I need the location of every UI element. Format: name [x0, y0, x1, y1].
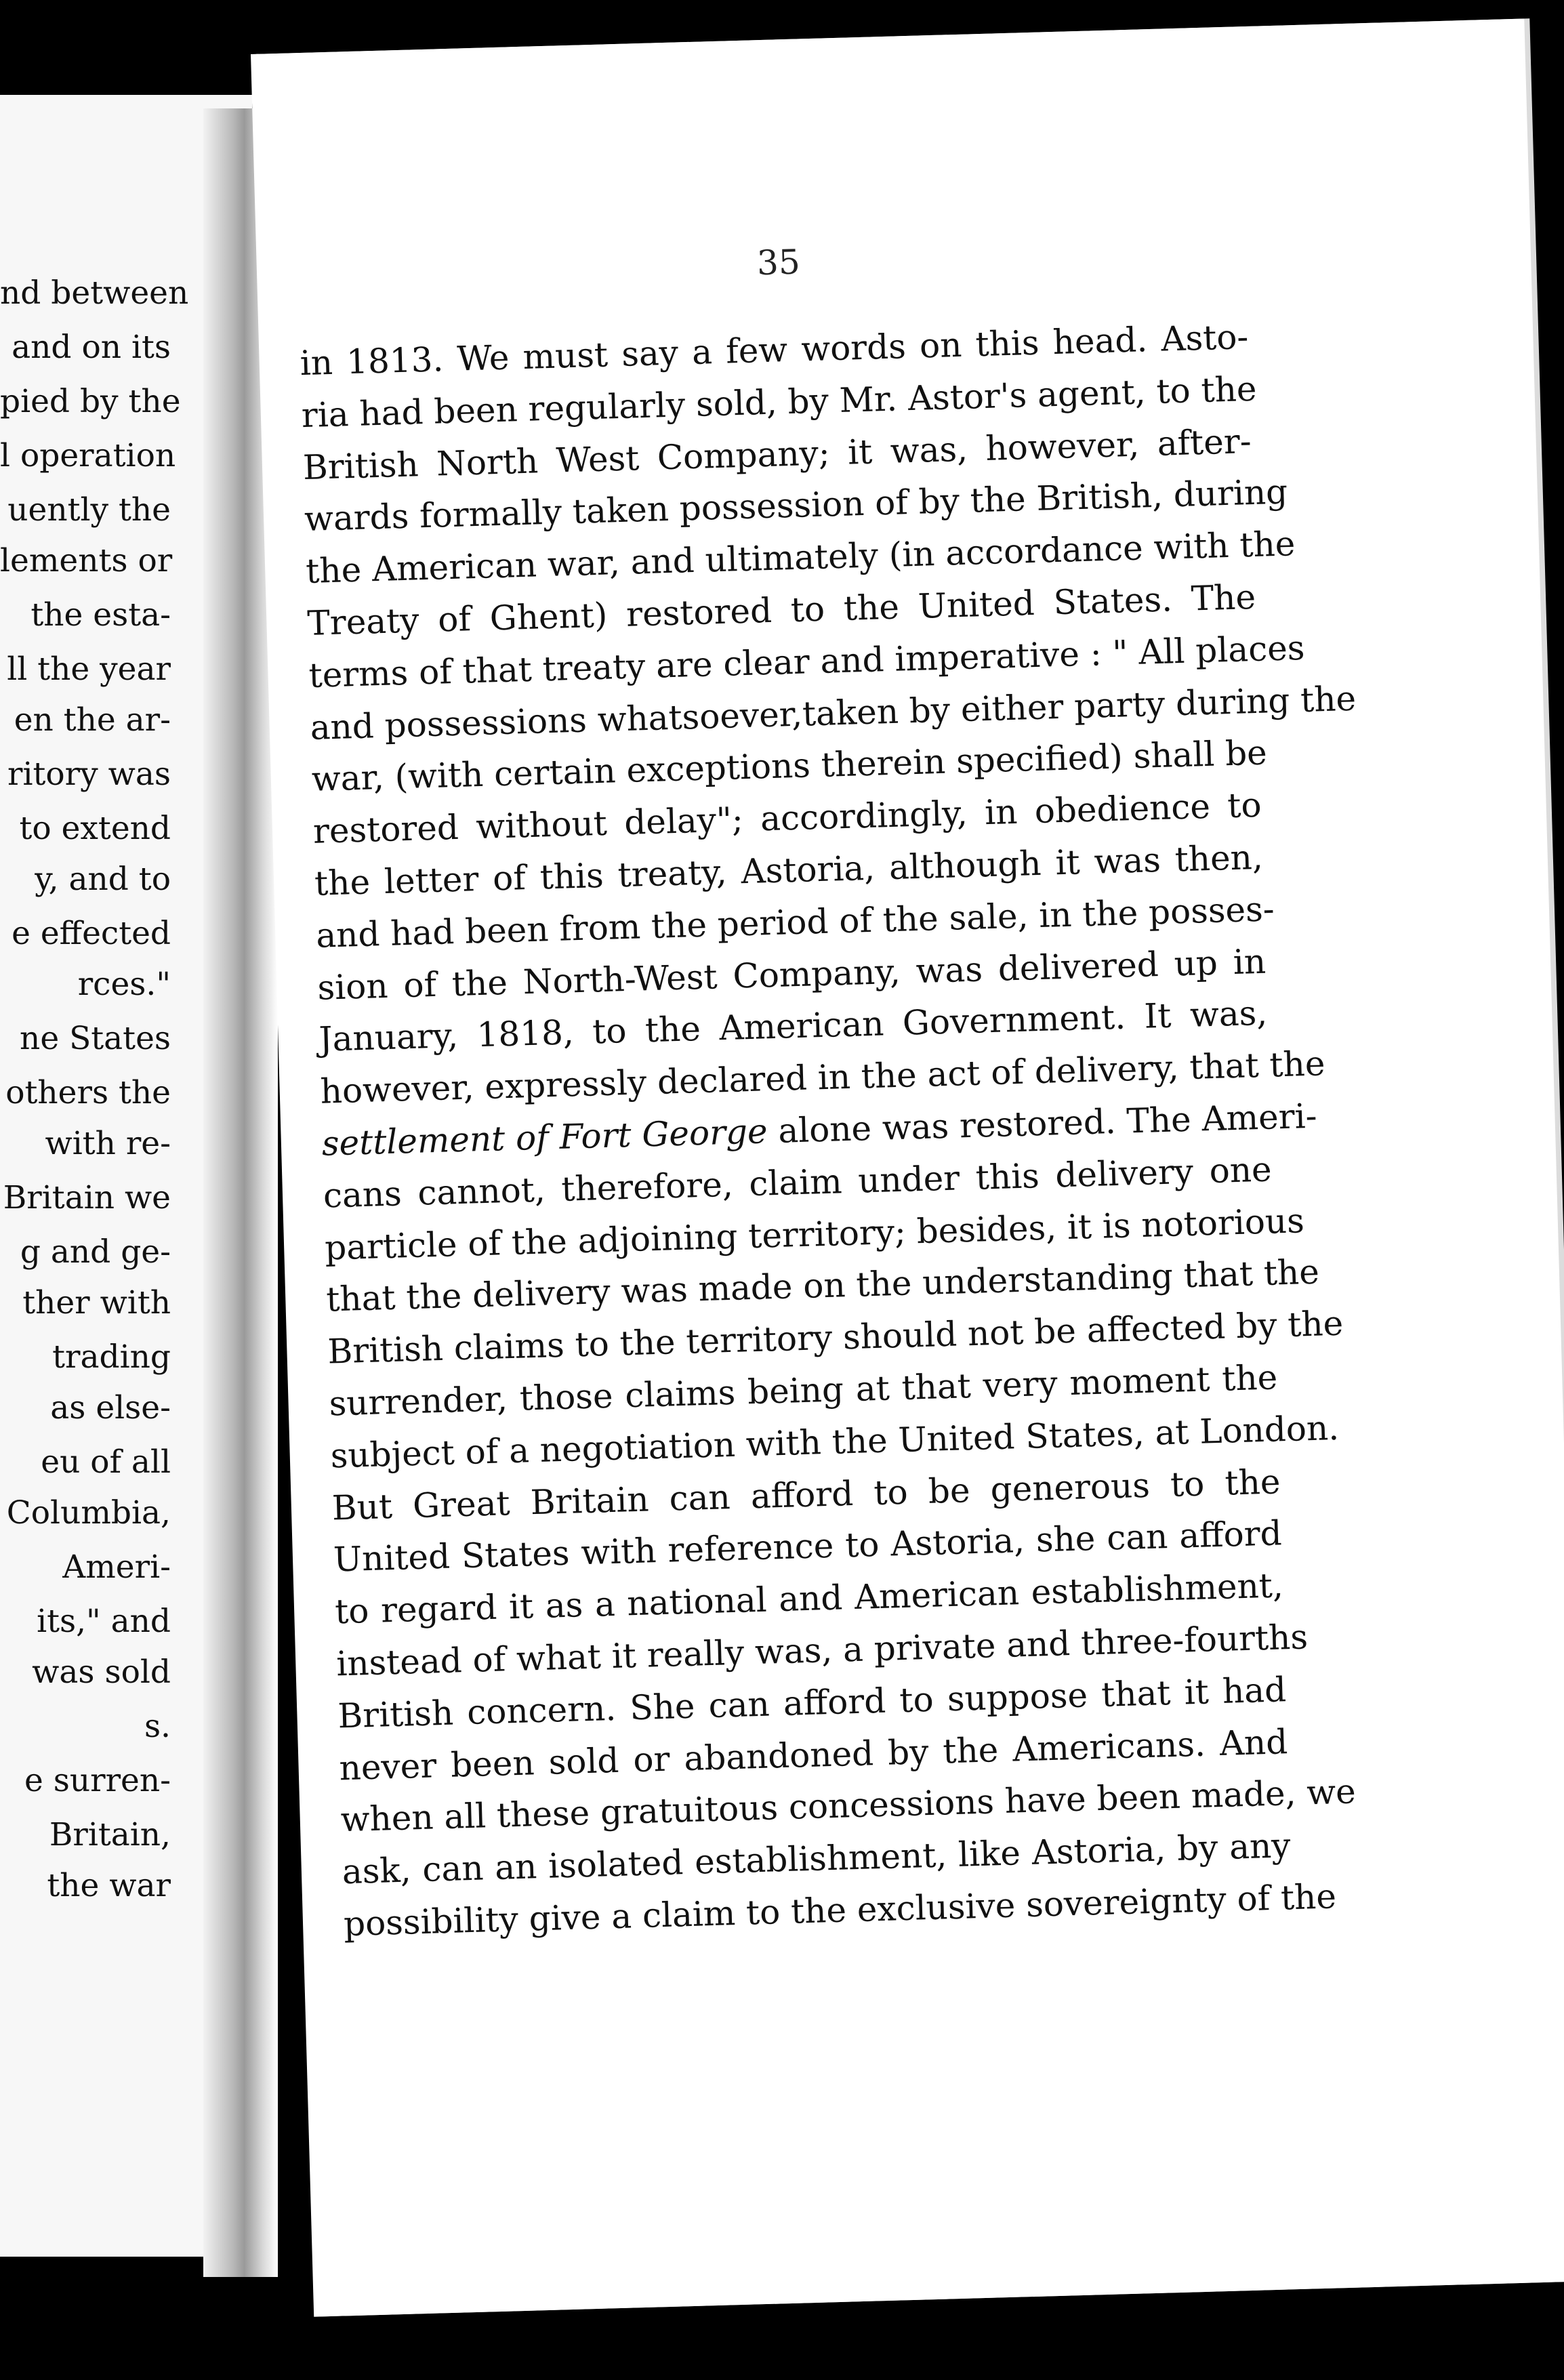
left-page-line: e effected	[12, 915, 171, 952]
line-text: that the delivery was made on the understanding that the	[325, 1252, 1320, 1319]
page-number: 35	[756, 242, 801, 283]
line-text: however, expressly declared in the act of delivery, that the	[319, 1044, 1326, 1111]
line-text: British claims to the territory should not be affected by the	[327, 1303, 1344, 1372]
left-page-line: was sold	[32, 1654, 171, 1691]
left-page-line: nd between	[0, 274, 189, 312]
left-page-line: to extend	[19, 810, 171, 847]
line-text: terms of that treaty are clear and imperative : " All places	[308, 628, 1306, 695]
line-text: sion of the North-West Company, was delivered up in	[316, 941, 1267, 1008]
left-page-line: the esta-	[30, 596, 171, 634]
line-text: cans cannot, therefore, claim under this delivery one	[323, 1149, 1273, 1216]
left-page-line: pied by the	[0, 383, 181, 420]
left-page-line: lements or	[0, 542, 173, 579]
line-text: the letter of this treaty, Astoria, although it was then,	[314, 837, 1264, 903]
left-page-line: with re-	[45, 1125, 171, 1162]
line-text: and had been from the period of the sale, in the posses-	[315, 889, 1275, 956]
left-page-line: and on its	[12, 329, 171, 366]
left-page-line: Ameri-	[62, 1548, 171, 1586]
line-text: British North West Company; it was, however, after-	[302, 421, 1252, 487]
left-page-line: uently the	[7, 491, 171, 529]
line-text: the American war, and ultimately (in accordance with the	[305, 524, 1296, 592]
line-text: wards formally taken possession of by the British, during	[304, 472, 1288, 539]
line-text: But Great Britain can afford to be generous to the	[331, 1461, 1281, 1528]
left-page-line: ll the year	[7, 651, 171, 688]
line-text: Treaty of Ghent) restored to the United States. The	[306, 577, 1256, 643]
line-text: United States with reference to Astoria, she can afford	[333, 1513, 1283, 1580]
left-page-line: its," and	[37, 1603, 171, 1640]
body-text	[299, 311, 1357, 1950]
left-page-line: trading	[52, 1338, 171, 1376]
italic-phrase: settlement of Fort George	[321, 1111, 768, 1164]
left-page-line: s.	[144, 1708, 171, 1745]
left-page-line: en the ar-	[14, 701, 171, 739]
line-text: never been sold or abandoned by the Americans. And	[338, 1721, 1288, 1788]
line-text: ria had been regularly sold, by Mr. Astor's agent, to the	[301, 369, 1258, 435]
line-text: particle of the adjoining territory; besides, it is notorious	[324, 1200, 1305, 1268]
left-page-line: as else-	[50, 1389, 171, 1427]
line-text: January, 1818, to the American Government. It was,	[318, 993, 1268, 1060]
left-page-line: g and ge-	[20, 1233, 171, 1271]
left-page-line: l operation	[0, 437, 176, 474]
line-text: instead of what it really was, a private and three-fourths	[335, 1617, 1309, 1684]
left-page-line: others the	[5, 1074, 171, 1111]
line-text: restored without delay"; accordingly, in obedience to	[312, 785, 1262, 852]
left-page-line: ritory was	[7, 756, 171, 793]
left-page-line: e surren-	[24, 1762, 171, 1799]
line-text: and possessions whatsoever,taken by either party during the	[309, 678, 1357, 747]
left-page-line: Britain,	[49, 1816, 171, 1853]
left-page-line: eu of all	[41, 1443, 171, 1481]
left-page-line: Columbia,	[6, 1494, 171, 1532]
line-text: war, (with certain exceptions therein specified) shall be	[311, 733, 1268, 800]
left-page-line: ne States	[20, 1020, 171, 1057]
left-page-line: rces."	[77, 966, 171, 1003]
line-text: ask, can an isolated establishment, like Astoria, by any	[342, 1826, 1292, 1892]
left-page-line: ther with	[22, 1284, 171, 1321]
line-text: possibility give a claim to the exclusive sovereignty of the	[343, 1876, 1337, 1944]
line-text: alone was restored. The Ameri-	[766, 1096, 1318, 1151]
left-page-line: the war	[47, 1867, 171, 1904]
line-text: subject of a negotiation with the United States, at London.	[329, 1408, 1340, 1476]
line-text: to regard it as a national and American establishment,	[334, 1565, 1284, 1632]
line-text: in 1813. We must say a few words on this head. Asto-	[299, 317, 1250, 384]
right-page	[251, 19, 1564, 2317]
line-text: surrender, those claims being at that very moment the	[328, 1357, 1278, 1424]
line-text: when all these gratuitous concessions have been made, we	[339, 1771, 1357, 1840]
left-page-line: Britain we	[3, 1179, 171, 1216]
left-page-line: y, and to	[35, 861, 171, 898]
line-text: British concern. She can afford to suppose that it had	[337, 1670, 1287, 1736]
